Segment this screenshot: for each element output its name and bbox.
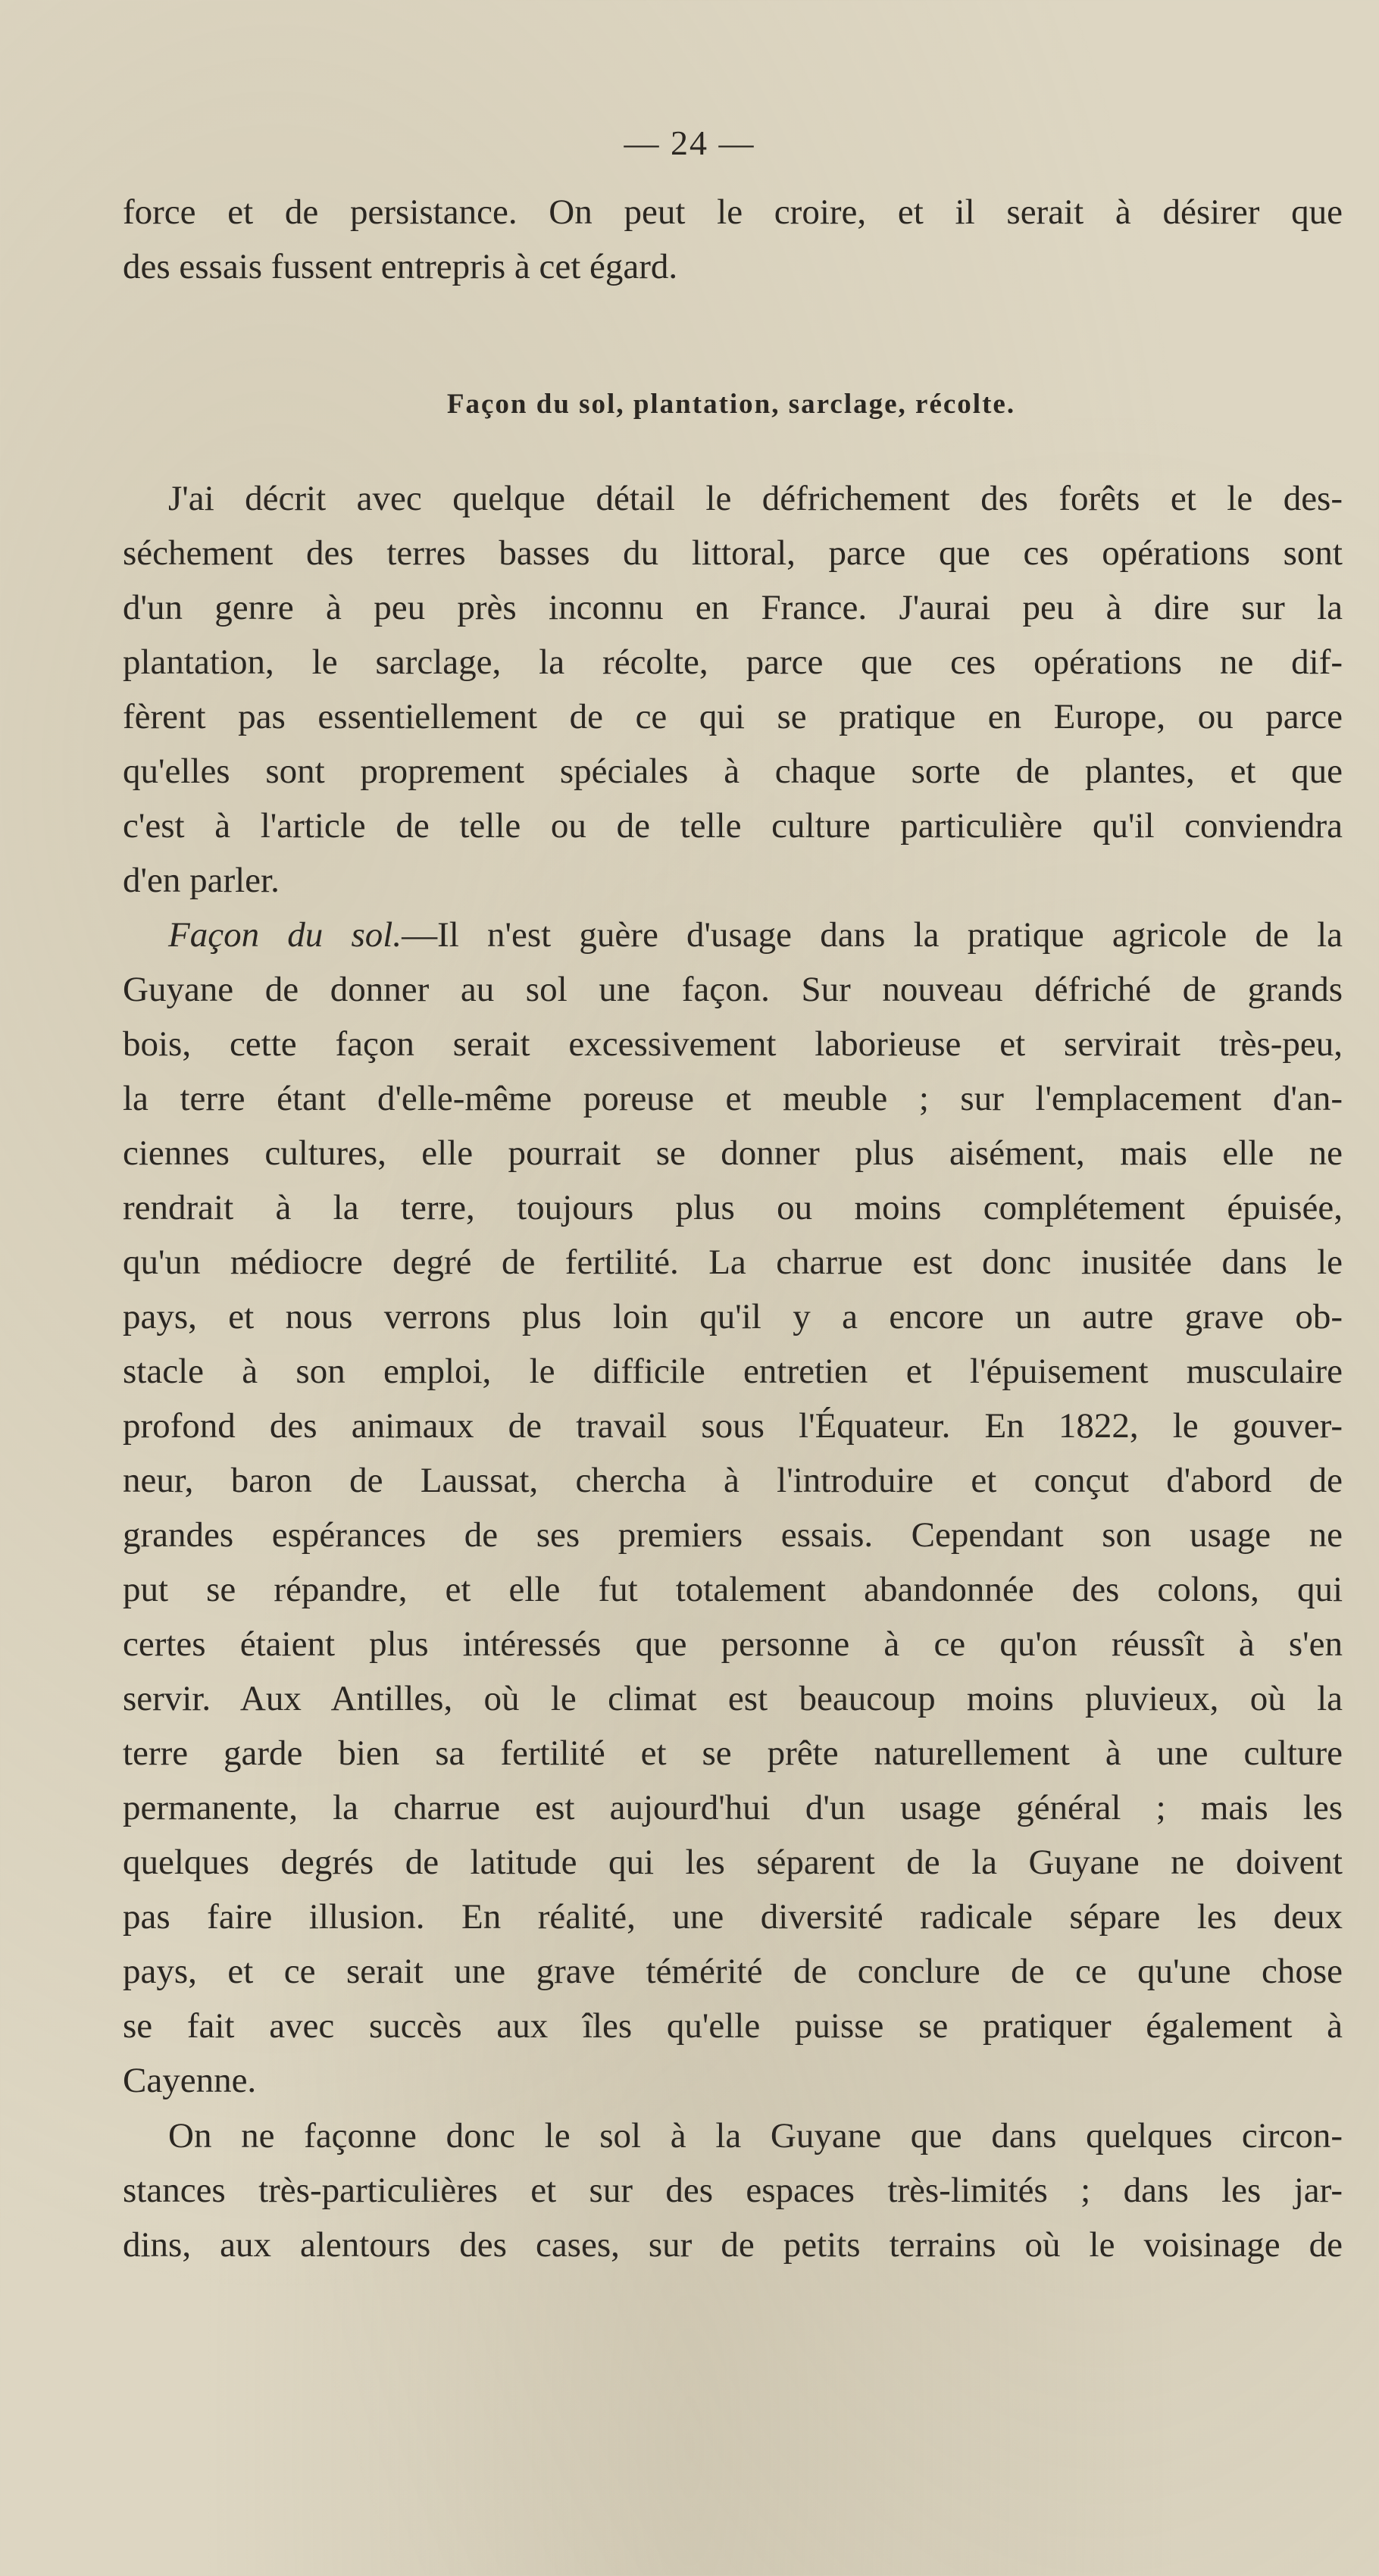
text-line: séchement des terres basses du littoral, parce que ces opérations sont <box>123 533 1343 573</box>
text-line: servir. Aux Antilles, où le climat est beaucoup moins pluvieux, où la <box>123 1679 1343 1718</box>
text-line: plantation, le sarclage, la récolte, parce que ces opérations ne dif- <box>123 642 1343 682</box>
text-line: pas faire illusion. En réalité, une diversité radicale sépare les deux <box>123 1897 1343 1937</box>
text-line: stacle à son emploi, le difficile entretien et l'épuisement musculaire <box>123 1352 1343 1391</box>
text-line: J'ai décrit avec quelque détail le défrichement des forêts et le des- <box>168 479 1343 518</box>
text-line <box>123 908 1343 962</box>
text-line: neur, baron de Laussat, chercha à l'introduire et conçut d'abord de <box>123 1461 1343 1500</box>
intro-text <box>123 185 1343 294</box>
paragraph-1 <box>123 471 1343 908</box>
text-line: c'est à l'article de telle ou de telle culture particulière qu'il conviendra <box>123 806 1343 846</box>
text-line: On ne façonne donc le sol à la Guyane que dans quelques circon- <box>168 2116 1343 2156</box>
text-fragment: —Il n'est guère d'usage dans la pratique agricole de la <box>402 915 1343 955</box>
text-line: Cayenne. <box>123 2061 257 2100</box>
text-line: pays, et ce serait une grave témérité de conclure de ce qu'une chose <box>123 1952 1343 1991</box>
text-line: terre garde bien sa fertilité et se prête naturellement à une culture <box>123 1733 1343 1773</box>
text-line: qu'un médiocre degré de fertilité. La charrue est donc inusitée dans le <box>123 1243 1343 1282</box>
text-line: ciennes cultures, elle pourrait se donner plus aisément, mais elle ne <box>123 1133 1343 1173</box>
text-line: pays, et nous verrons plus loin qu'il y a encore un autre grave ob- <box>123 1297 1343 1336</box>
text-line: quelques degrés de latitude qui les séparent de la Guyane ne doivent <box>123 1843 1343 1882</box>
paragraph-2 <box>123 908 1343 2108</box>
text-line: Guyane de donner au sol une façon. Sur nouveau défriché de grands <box>123 970 1343 1009</box>
text-line: rendrait à la terre, toujours plus ou moins complétement épuisée, <box>123 1188 1343 1227</box>
text-line: force et de persistance. On peut le croire, et il serait à désirer que <box>123 192 1343 232</box>
page-number: — 24 — <box>624 123 755 162</box>
text-line: d'un genre à peu près inconnu en France. J'aurai peu à dire sur la <box>123 588 1343 627</box>
text-line: put se répandre, et elle fut totalement abandonnée des colons, qui <box>123 1570 1343 1609</box>
text-line: se fait avec succès aux îles qu'elle puisse se pratiquer également à <box>123 2006 1343 2046</box>
text-line: qu'elles sont proprement spéciales à chaque sorte de plantes, et que <box>123 752 1343 791</box>
text-line: profond des animaux de travail sous l'Équateur. En 1822, le gouver- <box>123 1406 1343 1446</box>
text-line: la terre étant d'elle-même poreuse et meuble ; sur l'emplacement d'an- <box>123 1079 1343 1118</box>
text-line: bois, cette façon serait excessivement laborieuse et servirait très-peu, <box>123 1024 1343 1064</box>
text-line: des essais fussent entrepris à cet égard. <box>123 247 678 286</box>
text-line: stances très-particulières et sur des espaces très-limités ; dans les jar- <box>123 2171 1343 2210</box>
section-heading: Façon du sol, plantation, sarclage, récolte. <box>446 389 1016 420</box>
text-line: fèrent pas essentiellement de ce qui se pratique en Europe, ou parce <box>123 697 1343 736</box>
text-line: dins, aux alentours des cases, sur de petits terrains où le voisinage de <box>123 2225 1343 2265</box>
text-line: d'en parler. <box>123 861 280 900</box>
text-line: certes étaient plus intéressés que personne à ce qu'on réussît à s'en <box>123 1624 1343 1664</box>
paragraph-lead: Façon du sol. <box>168 915 402 955</box>
text-line: permanente, la charrue est aujourd'hui d'un usage général ; mais les <box>123 1788 1343 1827</box>
paragraph-3 <box>123 2109 1343 2272</box>
text-line: grandes espérances de ses premiers essais. Cependant son usage ne <box>123 1515 1343 1555</box>
